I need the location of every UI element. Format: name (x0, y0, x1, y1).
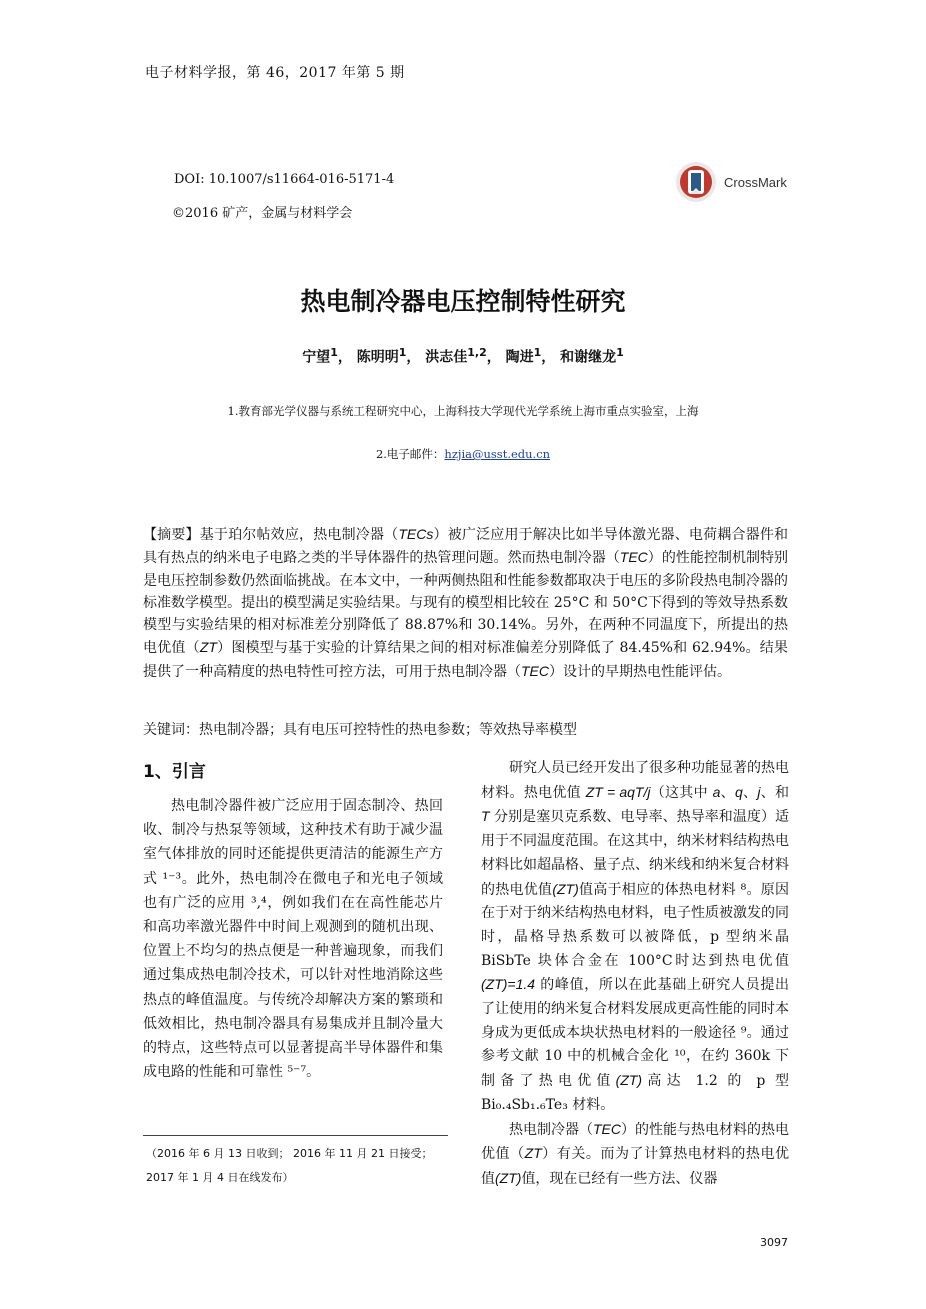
abstract-text: ）图模型与基于实验的计算结果之间的相对标准偏差分别降低了 84.45%和 62.94%。结果提供了一种高精度的热电特性可控方法，可用于热电制冷器（ (143, 640, 788, 680)
variable: a (712, 783, 721, 800)
text: 分别是塞贝克系数、电导率、热导率和温度）适用于不同温度范围。在这其中，纳米材料结构热电材料比如超晶格、量子点、纳米线和纳米复合材料的热电优值 (481, 809, 789, 898)
author-affil: 1 (533, 346, 542, 359)
abstract-text: ）设计的早期热电性能评估。 (549, 663, 731, 680)
affiliation-2 (0, 446, 926, 462)
footnote-line: 2017 年 1 月 4 日在线发布） (146, 1171, 294, 1184)
text: （这其中 (650, 784, 713, 801)
paragraph (481, 757, 789, 1118)
text: 研究人员已经开发出了很多种功能显著的热电材料。热电优值 (481, 760, 789, 801)
paragraph (481, 1118, 789, 1192)
text: 值，现在已经有一些方法、仪器 (521, 1170, 718, 1187)
footnote-rule (143, 1135, 448, 1136)
text: 、和 (760, 784, 789, 801)
term: TEC (593, 1120, 621, 1137)
term: (ZT)=1.4 (481, 976, 536, 993)
text: ）有关。而为了计算热电材料的热电优值 (481, 1146, 790, 1187)
text: 的峰值，所以在此基础上研究人员提出了让使用的纳米复合材料发展成更高性能的同时本身成为更低成本块状热电材料的一般途径 ⁹。通过参考文献 10 中的机械合金化 ¹⁰，在约 360k 下制备了热电优值 (481, 977, 789, 1090)
text: 、 (720, 784, 735, 801)
term: (ZT) (552, 880, 579, 897)
left-column (143, 794, 443, 1084)
email-link[interactable]: hzjia@usst.edu.cn (444, 447, 551, 461)
abstract-term: TEC (521, 662, 549, 679)
keywords: 关键词：热电制冷器；具有电压可控特性的热电参数；等效热导率模型 (143, 722, 577, 738)
author-name: 和谢继龙 (560, 349, 617, 366)
crossmark-icon (674, 160, 718, 204)
copyright: ©2016 矿产，金属与材料学会 (172, 206, 353, 221)
abstract-label: 【摘要】 (143, 527, 200, 543)
author-name: 洪志佳 (425, 349, 468, 366)
section-heading: 1、引言 (143, 762, 206, 782)
text: 值高于相应的体热电材料 ⁸。原因在于对于纳米结构热电材料，电子性质被激发的同时，晶格导热系数可以被降低，p 型纳米晶 BiSbTe 块体合金在 100°C时达到热电优值 (481, 881, 790, 969)
journal-header: 电子材料学报，第 46，2017 年第 5 期 (145, 65, 405, 81)
author-affil: 1 (330, 346, 338, 359)
variable: T (481, 808, 490, 825)
term: (ZT) (615, 1072, 643, 1089)
variable: q (734, 783, 743, 800)
text: ）的性能与热电材料的热电优值（ (481, 1121, 789, 1163)
abstract-text: ）被广泛应用于解决比如半导体激光器、电荷耦合器件和具有热点的纳米电子电路之类的半导体器件的热管理问题。然而热电制冷器（ (143, 527, 789, 567)
crossmark-label: CrossMark (724, 174, 787, 190)
paragraph: 热电制冷器件被广泛应用于固态制冷、热回收、制冷与热泵等领域，这种技术有助于减少温室气体排放的同时还能提供更清洁的能源生产方式 ¹⁻³。此外，热电制冷在微电子和光电子领域也有广泛的应用 ³,⁴，例如我们在在高性能芯片和高功率激光器件中时间上观测到的随机出现、位置上不均匀的热点便是一种普遍现象，而我们通过集成热电制冷技术，可以针对性地消除这些热点的峰值温度。与传统冷却解决方案的繁琐和低效相比，热电制冷器具有易集成并且制冷量大的特点，这些特点可以显著提高半导体器件和集成电路的性能和可靠性 ⁵⁻⁷。 (143, 798, 443, 1081)
footnote (146, 1142, 446, 1190)
author-name: 陶进 (505, 349, 534, 366)
doi: DOI: 10.1007/s11664-016-5171-4 (174, 172, 395, 187)
author-affil: 1 (616, 346, 624, 359)
abstract-term: TECs (398, 526, 434, 542)
abstract-text: ）的性能控制机制特别是电压控制参数仍然面临挑战。在本文中，一种两侧热阻和性能参数都取决于电压的多阶段热电制冷器的标准数学模型。提出的模型满足实验结果。与现有的模型相比较在 25°C 和 50°C下得到的等效导热系数模型与实验结果的相对标准差分别降低了 88.87%和 30.14%。另外，在两种不同温度下，所提出的热电优值（ (143, 550, 789, 657)
term: ZT (524, 1145, 542, 1162)
abstract (143, 523, 788, 683)
text: 、 (742, 784, 758, 801)
page-number: 3097 (760, 1236, 788, 1249)
text: 高达 1.2 的 p 型 Bi₀.₄Sb₁.₆Te₃ 材料。 (481, 1073, 790, 1113)
abstract-term: ZT (199, 639, 217, 656)
variable: j (757, 783, 761, 800)
text: 热电制冷器（ (509, 1121, 593, 1138)
email-label: 2.电子邮件： (375, 447, 445, 461)
author-affil: 1,2 (467, 346, 487, 359)
formula: ZT = aqT/j (585, 783, 651, 800)
term: (ZT) (495, 1169, 522, 1186)
abstract-term: TEC (619, 549, 648, 566)
author-name: 宁望 (302, 349, 331, 366)
author-list: 宁望$^1$， 陈明明$^1$， 洪志佳$^{1,2}$， 陶进$^1$， 和谢继龙$^1$ (302, 346, 624, 366)
affiliation-1: 1.教育部光学仪器与系统工程研究中心，上海科技大学现代光学系统上海市重点实验室，上海 (227, 404, 699, 418)
footnote-line: （2016 年 6 月 13 日收到； 2016 年 11 月 21 日接受； (146, 1147, 433, 1160)
paper-title: 热电制冷器电压控制特性研究 (300, 287, 626, 316)
abstract-text: 基于珀尔帖效应，热电制冷器（ (199, 527, 399, 543)
crossmark-badge[interactable] (674, 160, 794, 204)
right-column (481, 757, 789, 1192)
author-affil: 1 (398, 346, 407, 359)
author-name: 陈明明 (356, 349, 399, 366)
